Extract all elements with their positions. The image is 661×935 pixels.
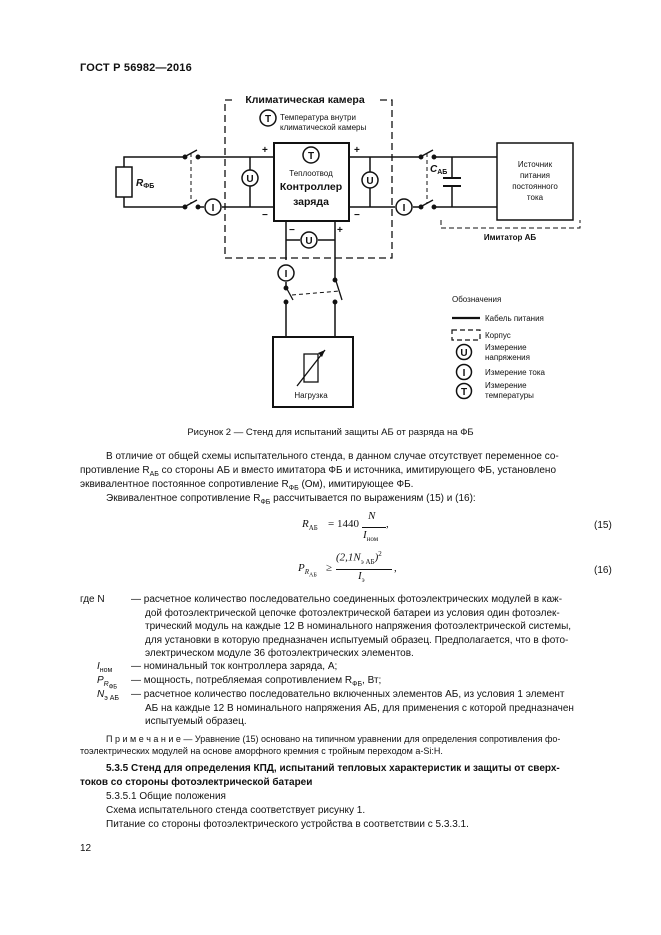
- note: П р и м е ч а н и е — Уравнение (15) основано на типичном уравнении для определения сопротивления фо-: [106, 734, 561, 744]
- chamber-label: Климатическая камера: [245, 94, 365, 106]
- cab-label: $C_{АБ}$: [430, 164, 448, 176]
- capacitor-icon: [443, 178, 461, 186]
- legend-body-icon: [452, 330, 480, 340]
- page-number: 12: [80, 843, 92, 854]
- rfb-label: $R_{ФБ}$: [136, 178, 155, 190]
- legend-cable-label: Кабель питания: [485, 314, 544, 323]
- section-title-line-1: 5.3.5 Стенд для определения КПД, испытаний тепловых характеристик и защиты от сверх-: [106, 763, 560, 774]
- svg-text:+: +: [337, 225, 343, 236]
- equation-16: $P_{R_{АБ}}$ ≥ $(2,1N_{э АБ})^2$ $I_э$ ,: [298, 550, 397, 585]
- subsection-heading: 5.3.5.1 Общие положения: [106, 791, 226, 802]
- source-label-2: питания: [519, 171, 551, 180]
- subsection-text-2: Питание со стороны фотоэлектрического устройства в соответствии с 5.3.3.1.: [106, 819, 469, 830]
- svg-text:−: −: [262, 210, 268, 221]
- source-label-3: постоянного: [512, 182, 558, 191]
- equation-15: $R_{АБ}$ = 1440 N $I_{ном}$ ,: [302, 510, 389, 544]
- equation-15-number: (15): [594, 520, 612, 531]
- simulator-bracket: [441, 220, 580, 228]
- paragraph-1-line-3: эквивалентное постоянное сопротивление $R_{ФБ}$ (Ом), имитирующее ФБ.: [80, 479, 414, 492]
- paragraph-1-line-2: противление $R_{АБ}$ со стороны АБ и вместо имитатора ФБ и источника, имитирующего ФБ, установлено: [80, 465, 557, 478]
- heatsink-label: Теплоотвод: [289, 169, 333, 178]
- legend-temp-label-1: Измерение: [485, 381, 527, 390]
- source-label-1: Источник: [517, 160, 553, 169]
- controller-label-1: Контроллер: [279, 181, 343, 193]
- controller-label-2: заряда: [293, 196, 329, 208]
- def-Ne-symbol: $N_{э АБ}$: [97, 689, 120, 702]
- legend-current-label: Измерение тока: [485, 368, 545, 377]
- svg-text:U: U: [460, 348, 468, 359]
- def-N: — расчетное количество последовательно соединенных фотоэлектрических модулей в каж- дой фотоэлектрической цепочке фотоэлектрической батареи из условия один фотоэлек- трический модуль на каждые 12 В номинального напряжения фотоэлектрической системы, для установки в которую предназначен испытуемый образец. Предполагается, что в фото- электрическом модуле 36 фотоэлектрических элементов.: [131, 594, 572, 659]
- temp-inside-label-2: климатической камеры: [280, 123, 367, 132]
- svg-text:+: +: [262, 145, 268, 156]
- source-label-4: тока: [526, 193, 544, 202]
- figure-caption: Рисунок 2 — Стенд для испытаний защиты АБ от разряда на ФБ: [187, 427, 474, 438]
- def-P-text: — мощность, потребляемая сопротивлением $R_{ФБ}$, Вт;: [131, 675, 382, 688]
- document-header: ГОСТ Р 56982—2016: [80, 62, 192, 74]
- subsection-text-1: Схема испытательного стенда соответствует рисунку 1.: [106, 805, 366, 816]
- def-Ne: — расчетное количество последовательно включенных элементов АБ, из условия 1 элемент АБ на каждые 12 В номинального напряжения АБ, для применения с которой предназначен испытуемый образец.: [131, 689, 574, 727]
- section-title-line-2: токов со стороны фотоэлектрической батареи: [80, 777, 313, 788]
- legend-body-label: Корпус: [485, 331, 511, 340]
- svg-text:+: +: [354, 145, 360, 156]
- heatsink-temp-symbol: T: [307, 151, 315, 162]
- temp-sensor-symbol: T: [264, 114, 272, 125]
- svg-text:I: I: [284, 269, 288, 280]
- paragraph-1-line-1: В отличие от общей схемы испытательного стенда, в данном случае отсутствует переменное со-: [106, 451, 559, 462]
- svg-text:−: −: [289, 225, 295, 236]
- note-line-2: тоэлектрических модулей на основе аморфного кремния с тройным переходом a-Si:H.: [80, 746, 443, 756]
- svg-text:−: −: [354, 210, 360, 221]
- test-bench-diagram: [0, 0, 661, 420]
- svg-text:I: I: [462, 368, 466, 379]
- legend-title: Обозначения: [452, 295, 502, 304]
- svg-text:I: I: [402, 203, 406, 214]
- paragraph-2: Эквивалентное сопротивление $R_{ФБ}$ рассчитывается по выражениям (15) и (16):: [106, 493, 476, 506]
- equation-16-number: (16): [594, 565, 612, 576]
- def-I-symbol: $I_{ном}$: [97, 661, 113, 674]
- svg-text:T: T: [460, 387, 468, 398]
- svg-text:U: U: [305, 236, 313, 247]
- def-I-text: — номинальный ток контроллера заряда, А;: [131, 661, 338, 672]
- simulator-label: Имитатор АБ: [483, 233, 537, 242]
- legend-voltage-label-2: напряжения: [485, 353, 530, 362]
- def-P-symbol: $P_{R_{ФБ}}$: [97, 675, 118, 691]
- svg-text:U: U: [366, 176, 374, 187]
- resistor-rfb-icon: [116, 167, 132, 197]
- svg-text:U: U: [246, 174, 254, 185]
- where-label: где N: [80, 594, 105, 605]
- load-label: Нагрузка: [294, 391, 328, 400]
- legend-temp-label-2: температуры: [485, 391, 534, 400]
- temp-inside-label-1: Температура внутри: [280, 113, 356, 122]
- legend: [452, 295, 546, 400]
- svg-text:I: I: [211, 203, 215, 214]
- legend-voltage-label-1: Измерение: [485, 343, 527, 352]
